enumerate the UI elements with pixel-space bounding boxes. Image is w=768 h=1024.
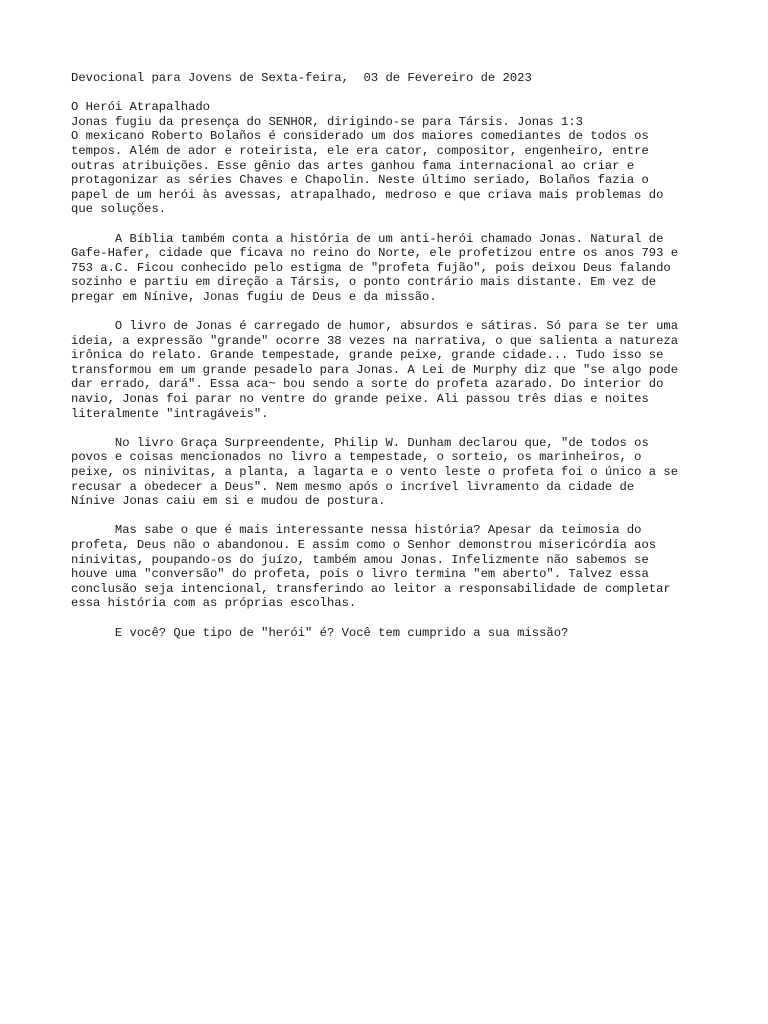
paragraph-5 bbox=[71, 523, 711, 611]
text-line: Mas sabe o que é mais interessante nessa história? Apesar da teimosia do bbox=[71, 523, 642, 538]
text-line: conclusão seja intencional, transferindo ao leitor a responsabilidade de completar bbox=[71, 581, 671, 596]
text-line: peixe, os ninivitas, a planta, a lagarta e o vento leste o profeta foi o único a se bbox=[71, 465, 679, 480]
text-line: sozinho e partiu em direção a Társis, o ponto contrário mais distante. Em vez de bbox=[71, 275, 657, 290]
paragraph-1 bbox=[71, 129, 711, 217]
spacer bbox=[71, 509, 711, 524]
text-line: Nínive Jonas caiu em si e mudou de postura. bbox=[71, 494, 386, 509]
devotional-header: Devocional para Jovens de Sexta-feira, 03 de Fevereiro de 2023 bbox=[71, 71, 532, 85]
bible-verse: Jonas fugiu da presença do SENHOR, dirigindo-se para Társis. Jonas 1:3 bbox=[71, 114, 583, 129]
text-line: papel de um herói às avessas, atrapalhado, medroso e que criava mais problemas do bbox=[71, 187, 664, 202]
spacer bbox=[71, 86, 711, 101]
paragraph-6 bbox=[71, 626, 711, 641]
text-line: No livro Graça Surpreendente, Philip W. Dunham declarou que, "de todos os bbox=[71, 435, 649, 450]
text-line: outras atribuições. Esse gênio das artes ganhou fama internacional ao criar e bbox=[71, 158, 635, 173]
text-line: transformou em um grande pesadelo para Jonas. A Lei de Murphy diz que "se algo pode bbox=[71, 362, 679, 377]
text-line: literalmente "intragáveis". bbox=[71, 406, 269, 421]
paragraph-2 bbox=[71, 232, 711, 305]
spacer bbox=[71, 305, 711, 320]
text-line: irônica do relato. Grande tempestade, grande peixe, grande cidade... Tudo isso se bbox=[71, 348, 664, 363]
text-line: profeta, Deus não o abandonou. E assim como o Senhor demonstrou misericórdia aos bbox=[71, 538, 657, 552]
text-line: essa história com as próprias escolhas. bbox=[71, 596, 357, 611]
spacer bbox=[71, 611, 711, 626]
text-line: dar errado, dará". Essa aca~ bou sendo a sorte do profeta azarado. Do interior do bbox=[71, 377, 664, 392]
text-line: ninivitas, poupando-os do juízo, também amou Jonas. Infelizmente não sabemos se bbox=[71, 552, 649, 567]
text-line: E você? Que tipo de "herói" é? Você tem cumprido a sua missão? bbox=[71, 625, 569, 640]
text-line: O mexicano Roberto Bolaños é considerado um dos maiores comediantes de todos os bbox=[71, 129, 649, 144]
paragraph-3 bbox=[71, 319, 711, 421]
document-page bbox=[71, 71, 711, 640]
text-line: navio, Jonas foi parar no ventre do grande peixe. Ali passou três dias e noites bbox=[71, 392, 649, 407]
text-line: recusar a obedecer a Deus". Nem mesmo após o incrível livramento da cidade de bbox=[71, 479, 635, 494]
text-line: protagonizar as séries Chaves e Chapolin. Neste último seriado, Bolaños fazia o bbox=[71, 173, 649, 188]
text-line: O livro de Jonas é carregado de humor, absurdos e sátiras. Só para se ter uma bbox=[71, 319, 679, 334]
text-line: povos e coisas mencionados no livro a tempestade, o sorteio, os marinheiros, o bbox=[71, 450, 642, 465]
text-line: tempos. Além de ador e roteirista, ele era cator, compositor, engenheiro, entre bbox=[71, 143, 649, 158]
text-line: 753 a.C. Ficou conhecido pelo estigma de "profeta fujão", pois deixou Deus falando bbox=[71, 260, 671, 275]
devotional-title: O Herói Atrapalhado bbox=[71, 100, 210, 115]
text-line: Gafe-Hafer, cidade que ficava no reino do Norte, ele profetizou entre os anos 793 e bbox=[71, 246, 679, 261]
spacer bbox=[71, 217, 711, 232]
text-line: pregar em Nínive, Jonas fugiu de Deus e da missão. bbox=[71, 289, 437, 304]
spacer bbox=[71, 421, 711, 436]
text-line: ideia, a expressão "grande" ocorre 38 vezes na narrativa, o que salienta a natureza bbox=[71, 333, 679, 348]
paragraph-4 bbox=[71, 436, 711, 509]
text-line: que soluções. bbox=[71, 202, 167, 217]
text-line: A Bíblia também conta a história de um anti-herói chamado Jonas. Natural de bbox=[71, 231, 664, 246]
text-line: houve uma "conversão" do profeta, pois o livro termina "em aberto". Talvez essa bbox=[71, 567, 649, 582]
